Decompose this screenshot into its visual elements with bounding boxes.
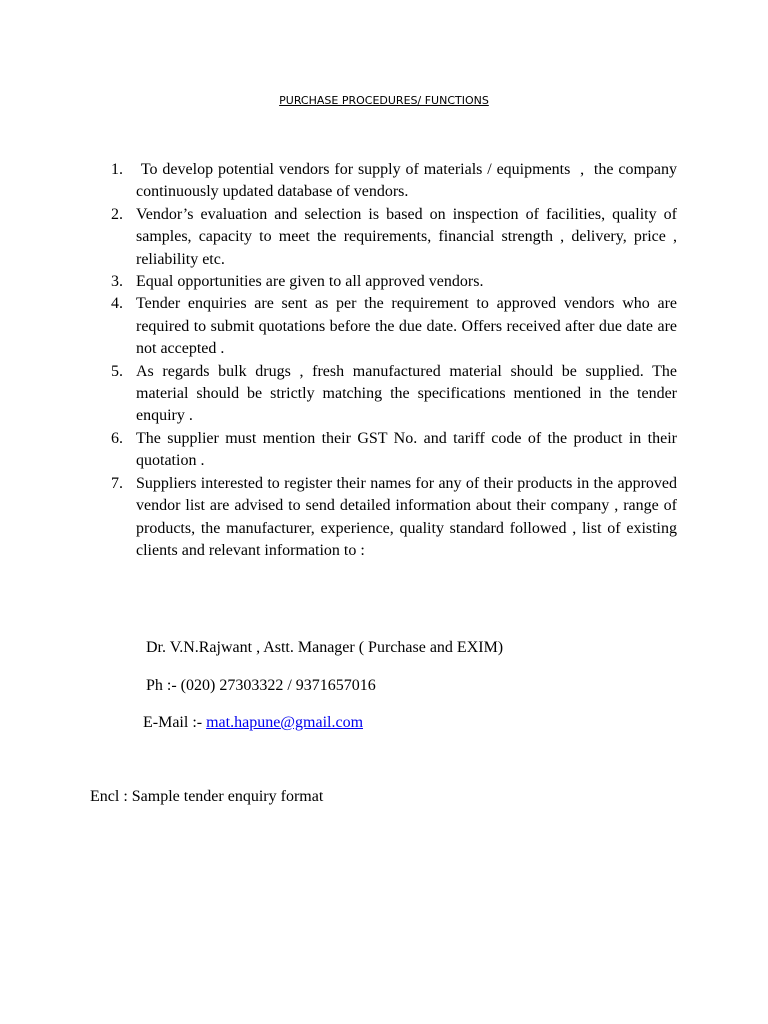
email-label: E-Mail :- [143,714,207,731]
list-item [0,204,677,271]
contact-phone: Ph :- (020) 27303322 / 9371657016 [146,677,376,694]
list-item-number: 1. [111,161,123,178]
list-item [0,159,681,204]
list-item [0,271,677,293]
email-link[interactable]: mat.hapune@gmail.com [206,714,364,731]
list-item-number: 4. [111,295,123,313]
contact-name: Dr. V.N.Rajwant , Astt. Manager ( Purchase and EXIM) [146,639,504,656]
list-item-text: To develop potential vendors for supply of materials / equipments , the company continuously updated database of vendors. [136,161,681,201]
list-item [0,428,677,473]
list-item-number: 6. [111,429,123,447]
list-item-text: The supplier must mention their GST No. and tariff code of the product in their quotation . [136,429,677,470]
list-item-text: Vendor’s evaluation and selection is based on inspection of facilities, quality of samples, capacity to meet the requirements, financial strength , delivery, price , reliability etc. [136,205,677,268]
procedure-list [0,159,681,562]
document-title: PURCHASE PROCEDURES/ FUNCTIONS [279,94,489,107]
list-item [0,361,677,428]
list-item-number: 5. [111,362,123,380]
list-item-number: 3. [111,273,123,291]
list-item-text: Tender enquiries are sent as per the requirement to approved vendors who are required to submit quotations before the due date. Offers received after due date are not accepted . [136,295,677,358]
list-item [0,293,677,360]
list-item-number: 2. [111,205,123,223]
list-item-text: Equal opportunities are given to all approved vendors. [136,273,484,291]
list-item-text: As regards bulk drugs , fresh manufactured material should be supplied. The material should be strictly matching the specifications mentioned in the tender enquiry . [136,362,677,425]
enclosure-note: Encl : Sample tender enquiry format [90,788,324,805]
contact-email-line [143,712,363,734]
list-item-number: 7. [111,474,123,492]
list-item [0,473,677,563]
list-item-text: Suppliers interested to register their names for any of their products in the approved vendor list are advised to send detailed information about their company , range of products, the manufacturer, experience, quality standard followed , list of existing clients and relevant information to : [136,474,677,559]
